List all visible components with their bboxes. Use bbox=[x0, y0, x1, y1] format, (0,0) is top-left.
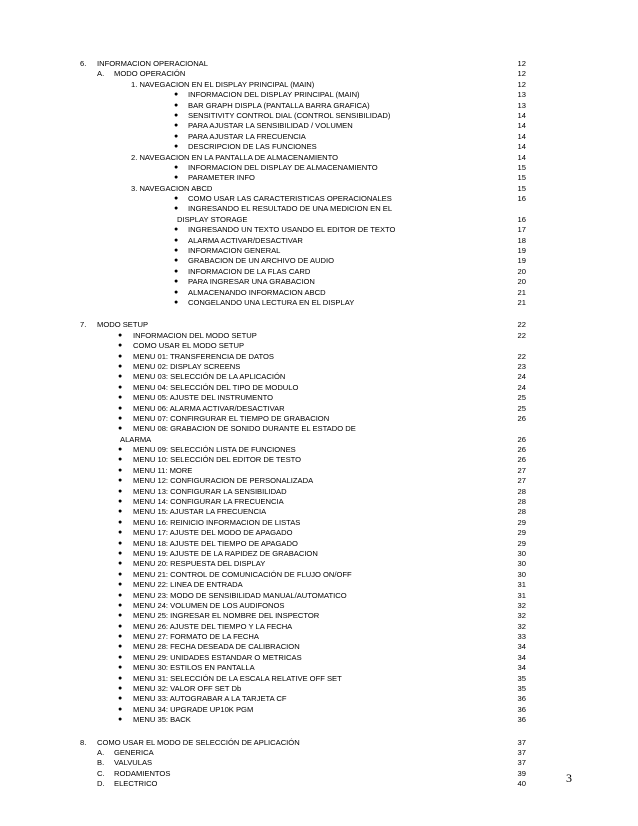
toc-entry-row bbox=[0, 414, 638, 424]
page-ref: 32 bbox=[517, 611, 526, 621]
bullet-icon: ● bbox=[174, 247, 179, 255]
page-ref: 12 bbox=[517, 79, 526, 89]
bullet-icon: ● bbox=[118, 695, 123, 703]
entry-title: INGRESANDO EL RESULTADO DE UNA MEDICION EN EL bbox=[188, 204, 393, 214]
entry-title: MENU 28: FECHA DESEADA DE CALIBRACION bbox=[133, 642, 300, 652]
section-title: COMO USAR EL MODO DE SELECCIÓN DE APLICACIÓN bbox=[97, 737, 300, 747]
entry-title: DISPLAY STORAGE bbox=[177, 214, 248, 224]
page-ref: 22 bbox=[517, 351, 526, 361]
page-ref: 18 bbox=[517, 235, 526, 245]
bullet-icon: ● bbox=[118, 498, 123, 506]
toc-entry-row bbox=[0, 383, 638, 393]
page-ref: 22 bbox=[517, 320, 526, 330]
toc-entry-row bbox=[0, 694, 638, 704]
section-title: MODO SETUP bbox=[97, 320, 149, 330]
toc-entry-row bbox=[0, 153, 638, 163]
bullet-icon: ● bbox=[118, 487, 123, 495]
entry-title: ELECTRICO bbox=[114, 779, 158, 789]
entry-title: INFORMACION DEL DISPLAY DE ALMACENAMIENTO bbox=[188, 162, 378, 172]
entry-title: ALMACENANDO INFORMACION ABCD bbox=[188, 287, 326, 297]
toc-entry-row bbox=[0, 497, 638, 507]
toc-entry-row bbox=[0, 80, 638, 90]
bullet-icon: ● bbox=[118, 539, 123, 547]
bullet-icon: ● bbox=[118, 591, 123, 599]
toc-entry-row bbox=[0, 715, 638, 725]
toc-entry-row bbox=[0, 393, 638, 403]
toc-entry-row bbox=[0, 173, 638, 183]
bullet-icon: ● bbox=[118, 560, 123, 568]
bullet-icon: ● bbox=[118, 477, 123, 485]
bullet-icon: ● bbox=[118, 383, 123, 391]
page-ref: 14 bbox=[517, 121, 526, 131]
entry-label: C. bbox=[97, 768, 105, 778]
page-ref: 21 bbox=[517, 287, 526, 297]
toc-entry-row bbox=[0, 632, 638, 642]
toc-entry-row bbox=[0, 466, 638, 476]
entry-title: PARAMETER INFO bbox=[188, 173, 255, 183]
toc-entry-row bbox=[0, 528, 638, 538]
page-ref: 28 bbox=[517, 486, 526, 496]
toc-entry-row bbox=[0, 487, 638, 497]
toc-entry-row bbox=[0, 142, 638, 152]
page-ref: 26 bbox=[517, 455, 526, 465]
toc-entry-row bbox=[0, 69, 638, 79]
page-ref: 30 bbox=[517, 548, 526, 558]
bullet-icon: ● bbox=[118, 570, 123, 578]
entry-title: MENU 24: VOLUMEN DE LOS AUDIFONOS bbox=[133, 600, 285, 610]
toc-entry-row bbox=[0, 163, 638, 173]
entry-title: CONGELANDO UNA LECTURA EN EL DISPLAY bbox=[188, 297, 355, 307]
entry-title: MENU 27: FORMATO DE LA FECHA bbox=[133, 632, 259, 642]
page-ref: 25 bbox=[517, 393, 526, 403]
toc-entry-row bbox=[0, 591, 638, 601]
entry-title: MENU 32: VALOR OFF SET Db bbox=[133, 684, 242, 694]
bullet-icon: ● bbox=[118, 664, 123, 672]
entry-title: MENU 34: UPGRADE UP10K PGM bbox=[133, 704, 254, 714]
entry-title: MENU 33: AUTOGRABAR A LA TARJETA CF bbox=[133, 694, 287, 704]
entry-title: MENU 25: INGRESAR EL NOMBRE DEL INSPECTOR bbox=[133, 611, 320, 621]
entry-title: MENU 05: AJUSTE DEL INSTRUMENTO bbox=[133, 393, 274, 403]
page-ref: 36 bbox=[517, 694, 526, 704]
toc-entry-row bbox=[0, 204, 638, 214]
page-ref: 19 bbox=[517, 246, 526, 256]
entry-title: MENU 30: ESTILOS EN PANTALLA bbox=[133, 663, 255, 673]
toc-entry-row bbox=[0, 194, 638, 204]
bullet-icon: ● bbox=[174, 174, 179, 182]
entry-label: A. bbox=[97, 748, 105, 757]
bullet-icon: ● bbox=[174, 278, 179, 286]
page-ref: 26 bbox=[517, 445, 526, 455]
toc-entry-row bbox=[0, 507, 638, 517]
entry-title: MENU 12: CONFIGURACION DE PERSONALIZADA bbox=[133, 476, 314, 486]
toc-entry-row bbox=[0, 663, 638, 673]
toc-entry-row bbox=[0, 653, 638, 663]
entry-title: ALARMA bbox=[120, 434, 152, 444]
page-ref: 31 bbox=[517, 590, 526, 600]
section-number: 6. bbox=[80, 59, 87, 68]
bullet-icon: ● bbox=[118, 622, 123, 630]
entry-title: MENU 10: SELECCIÓN DEL EDITOR DE TESTO bbox=[133, 455, 302, 465]
entry-title: MENU 03: SELECCIÓN DE LA APLICACIÓN bbox=[133, 372, 286, 382]
bullet-icon: ● bbox=[174, 143, 179, 151]
page-ref: 20 bbox=[517, 277, 526, 287]
page-ref: 14 bbox=[517, 142, 526, 152]
entry-title: INFORMACION DEL DISPLAY PRINCIPAL (MAIN) bbox=[188, 90, 360, 100]
toc-entry-row bbox=[0, 362, 638, 372]
toc-entry-row bbox=[0, 184, 638, 194]
entry-title: MENU 01: TRANSFERENCIA DE DATOS bbox=[133, 351, 274, 361]
toc-entry-row bbox=[0, 215, 638, 225]
page-ref: 15 bbox=[517, 173, 526, 183]
bullet-icon: ● bbox=[174, 298, 179, 306]
toc-entry-row bbox=[0, 435, 638, 445]
entry-title: MENU 16: REINICIO INFORMACION DE LISTAS bbox=[133, 517, 301, 527]
page-ref: 28 bbox=[517, 497, 526, 507]
bullet-icon: ● bbox=[118, 394, 123, 402]
bullet-icon: ● bbox=[118, 716, 123, 724]
section-number: 7. bbox=[80, 320, 87, 330]
toc-entry-row bbox=[0, 404, 638, 414]
toc-entry-row bbox=[0, 539, 638, 549]
page-ref: 24 bbox=[517, 372, 526, 382]
entry-title: BAR GRAPH DISPLA (PANTALLA BARRA GRAFICA) bbox=[188, 100, 370, 110]
page-ref: 30 bbox=[517, 569, 526, 579]
bullet-icon: ● bbox=[118, 601, 123, 609]
entry-title: SENSITIVITY CONTROL DIAL (CONTROL SENSIBILIDAD) bbox=[188, 110, 391, 120]
bullet-icon: ● bbox=[174, 195, 179, 203]
page-ref: 37 bbox=[517, 748, 526, 757]
entry-title: GRABACION DE UN ARCHIVO DE AUDIO bbox=[188, 256, 334, 266]
bullet-icon: ● bbox=[118, 362, 123, 370]
page-ref: 29 bbox=[517, 517, 526, 527]
entry-title: 2. NAVEGACION EN LA PANTALLA DE ALMACENAMIENTO bbox=[131, 152, 339, 162]
page-ref: 12 bbox=[517, 59, 526, 68]
toc-entry-row bbox=[0, 748, 638, 758]
entry-title: MENU 08: GRABACION DE SONIDO DURANTE EL ESTADO DE bbox=[133, 424, 356, 434]
entry-title: MODO OPERACIÓN bbox=[114, 69, 186, 79]
bullet-icon: ● bbox=[118, 612, 123, 620]
page-ref: 34 bbox=[517, 652, 526, 662]
page-ref: 16 bbox=[517, 214, 526, 224]
page-ref: 16 bbox=[517, 194, 526, 204]
entry-title: MENU 20: RESPUESTA DEL DISPLAY bbox=[133, 559, 266, 569]
entry-title: 3. NAVEGACION ABCD bbox=[131, 183, 213, 193]
entry-title: INFORMACION GENERAL bbox=[188, 246, 281, 256]
bullet-icon: ● bbox=[118, 446, 123, 454]
toc-entry-row bbox=[0, 101, 638, 111]
page-ref: 24 bbox=[517, 382, 526, 392]
entry-title: MENU 17: AJUSTE DEL MODO DE APAGADO bbox=[133, 528, 293, 538]
entry-title: MENU 35: BACK bbox=[133, 715, 191, 725]
entry-title: INGRESANDO UN TEXTO USANDO EL EDITOR DE TEXTO bbox=[188, 225, 396, 235]
bullet-icon: ● bbox=[118, 456, 123, 464]
page-ref: 32 bbox=[517, 600, 526, 610]
bullet-icon: ● bbox=[118, 331, 123, 339]
page-ref: 34 bbox=[517, 663, 526, 673]
entry-label: D. bbox=[97, 779, 105, 789]
toc-entry-row bbox=[0, 445, 638, 455]
toc-entry-row bbox=[0, 570, 638, 580]
toc-entry-row bbox=[0, 684, 638, 694]
entry-title: MENU 22: LINEA DE ENTRADA bbox=[133, 580, 243, 590]
page-ref: 28 bbox=[517, 507, 526, 517]
entry-title: MENU 06: ALARMA ACTIVAR/DESACTIVAR bbox=[133, 403, 285, 413]
bullet-icon: ● bbox=[118, 508, 123, 516]
toc-entry-row bbox=[0, 267, 638, 277]
toc-entry-row bbox=[0, 246, 638, 256]
toc-entry-row bbox=[0, 121, 638, 131]
toc-entry-row bbox=[0, 549, 638, 559]
entry-title: PARA AJUSTAR LA SENSIBILIDAD / VOLUMEN bbox=[188, 121, 353, 131]
section-title: INFORMACION OPERACIONAL bbox=[97, 59, 208, 68]
page-ref: 17 bbox=[517, 225, 526, 235]
page-ref: 21 bbox=[517, 297, 526, 307]
toc-entry-row bbox=[0, 352, 638, 362]
entry-title: MENU 11: MORE bbox=[133, 465, 193, 475]
page-ref: 25 bbox=[517, 403, 526, 413]
page-ref: 36 bbox=[517, 715, 526, 725]
toc-entry-row bbox=[0, 705, 638, 715]
page-ref: 14 bbox=[517, 152, 526, 162]
section-number: 8. bbox=[80, 737, 87, 747]
toc-entry-row bbox=[0, 277, 638, 287]
page-ref: 39 bbox=[517, 768, 526, 778]
toc-entry-row bbox=[0, 236, 638, 246]
bullet-icon: ● bbox=[174, 267, 179, 275]
bullet-icon: ● bbox=[174, 111, 179, 119]
toc-entry-row bbox=[0, 580, 638, 590]
entry-title: MENU 07: CONFIRGURAR EL TIEMPO DE GRABACION bbox=[133, 413, 330, 423]
page-ref: 22 bbox=[517, 330, 526, 340]
entry-title: MENU 09: SELECCIÓN LISTA DE FUNCIONES bbox=[133, 445, 296, 455]
entry-title: MENU 26: AJUSTE DEL TIEMPO Y LA FECHA bbox=[133, 621, 293, 631]
page-ref: 37 bbox=[517, 758, 526, 768]
toc-entry-row bbox=[0, 298, 638, 308]
page-number: 3 bbox=[566, 771, 572, 785]
bullet-icon: ● bbox=[118, 518, 123, 526]
page-ref: 27 bbox=[517, 476, 526, 486]
toc-entry-row bbox=[0, 758, 638, 768]
bullet-icon: ● bbox=[174, 122, 179, 130]
page-ref: 29 bbox=[517, 528, 526, 538]
bullet-icon: ● bbox=[174, 163, 179, 171]
entry-title: MENU 18: AJUSTE DEL TIEMPO DE APAGADO bbox=[133, 538, 298, 548]
toc-section-row bbox=[0, 738, 638, 748]
entry-title: ALARMA ACTIVAR/DESACTIVAR bbox=[188, 235, 303, 245]
bullet-icon: ● bbox=[118, 685, 123, 693]
toc-section-row bbox=[0, 320, 638, 330]
page-ref: 15 bbox=[517, 162, 526, 172]
entry-title: VALVULAS bbox=[114, 758, 153, 768]
entry-label: B. bbox=[97, 758, 105, 768]
entry-title: MENU 02: DISPLAY SCREENS bbox=[133, 361, 241, 371]
bullet-icon: ● bbox=[118, 529, 123, 537]
toc-entry-row bbox=[0, 424, 638, 434]
entry-title: MENU 23: MODO DE SENSIBILIDAD MANUAL/AUTOMATICO bbox=[133, 590, 347, 600]
entry-title: PARA INGRESAR UNA GRABACION bbox=[188, 277, 315, 287]
page-ref: 31 bbox=[517, 580, 526, 590]
bullet-icon: ● bbox=[118, 653, 123, 661]
page-ref: 26 bbox=[517, 413, 526, 423]
bullet-icon: ● bbox=[118, 342, 123, 350]
bullet-icon: ● bbox=[174, 288, 179, 296]
toc-entry-row bbox=[0, 455, 638, 465]
page-ref: 26 bbox=[517, 434, 526, 444]
entry-title: COMO USAR LAS CARACTERISTICAS OPERACIONALES bbox=[188, 194, 392, 204]
entry-title: MENU 04: SELECCIÓN DEL TIPO DE MODULO bbox=[133, 382, 299, 392]
entry-title: COMO USAR EL MODO SETUP bbox=[133, 341, 245, 351]
page-ref: 12 bbox=[517, 69, 526, 79]
toc-entry-row bbox=[0, 111, 638, 121]
toc-entry-row bbox=[0, 341, 638, 351]
toc-entry-row bbox=[0, 90, 638, 100]
toc-entry-row bbox=[0, 476, 638, 486]
toc-entry-row bbox=[0, 132, 638, 142]
entry-title: GENERICA bbox=[114, 748, 154, 757]
bullet-icon: ● bbox=[118, 425, 123, 433]
bullet-icon: ● bbox=[174, 226, 179, 234]
toc-entry-row bbox=[0, 779, 638, 789]
bullet-icon: ● bbox=[174, 101, 179, 109]
entry-label: A. bbox=[97, 69, 105, 79]
entry-title: MENU 13: CONFIGURAR LA SENSIBILIDAD bbox=[133, 486, 287, 496]
page-ref: 34 bbox=[517, 642, 526, 652]
entry-title: MENU 15: AJUSTAR LA FRECUENCIA bbox=[133, 507, 267, 517]
entry-title: MENU 21: CONTROL DE COMUNICACIÓN DE FLUJO ON/OFF bbox=[133, 569, 352, 579]
toc-entry-row bbox=[0, 288, 638, 298]
page-ref: 13 bbox=[517, 100, 526, 110]
entry-title: 1. NAVEGACION EN EL DISPLAY PRINCIPAL (MAIN) bbox=[131, 79, 315, 89]
bullet-icon: ● bbox=[118, 674, 123, 682]
bullet-icon: ● bbox=[118, 705, 123, 713]
bullet-icon: ● bbox=[118, 414, 123, 422]
toc-entry-row bbox=[0, 642, 638, 652]
page-ref: 33 bbox=[517, 632, 526, 642]
page-ref: 27 bbox=[517, 465, 526, 475]
toc-entry-row bbox=[0, 518, 638, 528]
entry-title: MENU 31: SELECCIÓN DE LA ESCALA RELATIVE OFF SET bbox=[133, 673, 342, 683]
bullet-icon: ● bbox=[118, 352, 123, 360]
page-ref: 14 bbox=[517, 110, 526, 120]
page-ref: 32 bbox=[517, 621, 526, 631]
bullet-icon: ● bbox=[174, 257, 179, 265]
page-ref: 37 bbox=[517, 737, 526, 747]
toc-section-row bbox=[0, 59, 638, 69]
toc-entry-row bbox=[0, 601, 638, 611]
bullet-icon: ● bbox=[118, 549, 123, 557]
entry-title: MENU 29: UNIDADES ESTANDAR O METRICAS bbox=[133, 652, 302, 662]
toc-entry-row bbox=[0, 674, 638, 684]
page-ref: 30 bbox=[517, 559, 526, 569]
page-ref: 13 bbox=[517, 90, 526, 100]
entry-title: MENU 19: AJUSTE DE LA RAPIDEZ DE GRABACION bbox=[133, 548, 318, 558]
toc-entry-row bbox=[0, 622, 638, 632]
bullet-icon: ● bbox=[118, 581, 123, 589]
toc-entry-row bbox=[0, 225, 638, 235]
bullet-icon: ● bbox=[174, 91, 179, 99]
page-ref: 36 bbox=[517, 704, 526, 714]
page-ref: 15 bbox=[517, 183, 526, 193]
bullet-icon: ● bbox=[174, 236, 179, 244]
bullet-icon: ● bbox=[118, 466, 123, 474]
page-ref: 20 bbox=[517, 266, 526, 276]
table-of-contents bbox=[0, 59, 638, 790]
page-ref: 35 bbox=[517, 673, 526, 683]
page-ref: 23 bbox=[517, 361, 526, 371]
toc-entry-row bbox=[0, 769, 638, 779]
bullet-icon: ● bbox=[174, 205, 179, 213]
toc-entry-row bbox=[0, 256, 638, 266]
bullet-icon: ● bbox=[118, 633, 123, 641]
entry-title: DESCRIPCION DE LAS FUNCIONES bbox=[188, 142, 317, 152]
page-ref: 35 bbox=[517, 684, 526, 694]
entry-title: INFORMACION DEL MODO SETUP bbox=[133, 330, 257, 340]
entry-title: MENU 14: CONFIGURAR LA FRECUENCIA bbox=[133, 497, 284, 507]
toc-entry-row bbox=[0, 331, 638, 341]
bullet-icon: ● bbox=[118, 373, 123, 381]
page-ref: 40 bbox=[517, 779, 526, 789]
entry-title: INFORMACION DE LA FLAS CARD bbox=[188, 266, 311, 276]
bullet-icon: ● bbox=[118, 643, 123, 651]
bullet-icon: ● bbox=[174, 132, 179, 140]
toc-entry-row bbox=[0, 559, 638, 569]
toc-entry-row bbox=[0, 611, 638, 621]
entry-title: PARA AJUSTAR LA FRECUENCIA bbox=[188, 131, 306, 141]
toc-entry-row bbox=[0, 372, 638, 382]
page-ref: 14 bbox=[517, 131, 526, 141]
entry-title: RODAMIENTOS bbox=[114, 768, 171, 778]
bullet-icon: ● bbox=[118, 404, 123, 412]
page-ref: 19 bbox=[517, 256, 526, 266]
page-ref: 29 bbox=[517, 538, 526, 548]
